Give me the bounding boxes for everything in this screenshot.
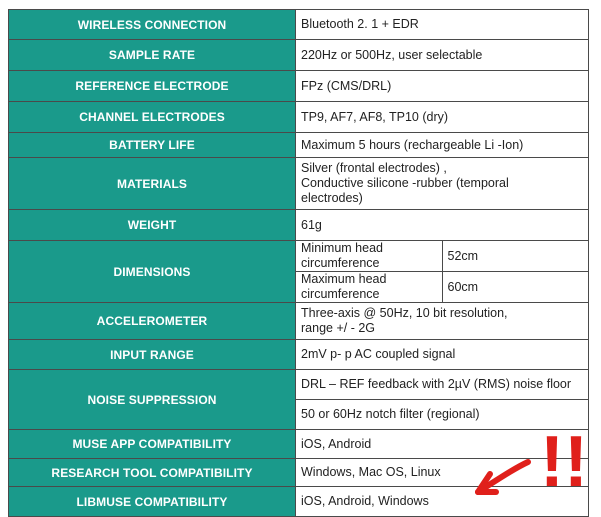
row-value-research: Windows, Mac OS, Linux: [296, 459, 589, 487]
row-value-sample-rate: 220Hz or 500Hz, user selectable: [296, 40, 589, 71]
materials-line-1: Silver (frontal electrodes) ,: [301, 161, 447, 175]
row-label-reference: REFERENCE ELECTRODE: [9, 71, 296, 102]
row-label-libmuse: LIBMUSE COMPATIBILITY: [9, 487, 296, 517]
row-label-dimensions: DIMENSIONS: [9, 241, 296, 303]
row-value-channel: TP9, AF7, AF8, TP10 (dry): [296, 102, 589, 133]
accelerometer-line-1: Three-axis @ 50Hz, 10 bit resolution,: [301, 306, 508, 320]
table-row: [9, 133, 589, 158]
materials-line-3: electrodes): [301, 191, 363, 205]
row-value-wireless: Bluetooth 2. 1 + EDR: [296, 10, 589, 40]
row-value-accelerometer: [296, 303, 589, 340]
dimensions-max-value: 60cm: [442, 272, 589, 303]
row-value-muse-app: iOS, Android: [296, 430, 589, 459]
row-label-channel: CHANNEL ELECTRODES: [9, 102, 296, 133]
table-row: [9, 340, 589, 370]
row-value-libmuse: iOS, Android, Windows: [296, 487, 589, 517]
row-value-materials: [296, 158, 589, 210]
table-row: [9, 459, 589, 487]
row-value-input-range: 2mV p- p AC coupled signal: [296, 340, 589, 370]
table-row: [9, 71, 589, 102]
dimensions-max-label: Maximum head circumference: [296, 272, 443, 303]
row-label-battery: BATTERY LIFE: [9, 133, 296, 158]
exclamation-marks: !!: [540, 422, 588, 502]
row-label-noise: NOISE SUPPRESSION: [9, 370, 296, 430]
specs-table: [8, 9, 589, 517]
row-label-materials: MATERIALS: [9, 158, 296, 210]
table-row: [9, 210, 589, 241]
table-row: [9, 158, 589, 210]
table-row: [9, 487, 589, 517]
table-row: [9, 241, 589, 272]
row-label-accelerometer: ACCELEROMETER: [9, 303, 296, 340]
row-label-muse-app: MUSE APP COMPATIBILITY: [9, 430, 296, 459]
row-value-noise-2: 50 or 60Hz notch filter (regional): [296, 400, 589, 430]
row-value-weight: 61g: [296, 210, 589, 241]
table-row: [9, 102, 589, 133]
row-label-weight: WEIGHT: [9, 210, 296, 241]
row-label-wireless: WIRELESS CONNECTION: [9, 10, 296, 40]
dimensions-min-value: 52cm: [442, 241, 589, 272]
row-label-sample-rate: SAMPLE RATE: [9, 40, 296, 71]
row-value-reference: FPz (CMS/DRL): [296, 71, 589, 102]
row-value-battery: Maximum 5 hours (rechargeable Li -Ion): [296, 133, 589, 158]
row-value-noise-1: DRL – REF feedback with 2µV (RMS) noise floor: [296, 370, 589, 400]
row-label-input-range: INPUT RANGE: [9, 340, 296, 370]
table-row: [9, 10, 589, 40]
dimensions-min-label: Minimum head circumference: [296, 241, 443, 272]
row-label-research: RESEARCH TOOL COMPATIBILITY: [9, 459, 296, 487]
accelerometer-line-2: range +/ - 2G: [301, 321, 375, 335]
table-row: [9, 40, 589, 71]
table-row: [9, 370, 589, 400]
materials-line-2: Conductive silicone -rubber (temporal: [301, 176, 509, 190]
table-row: [9, 303, 589, 340]
table-row: [9, 430, 589, 459]
